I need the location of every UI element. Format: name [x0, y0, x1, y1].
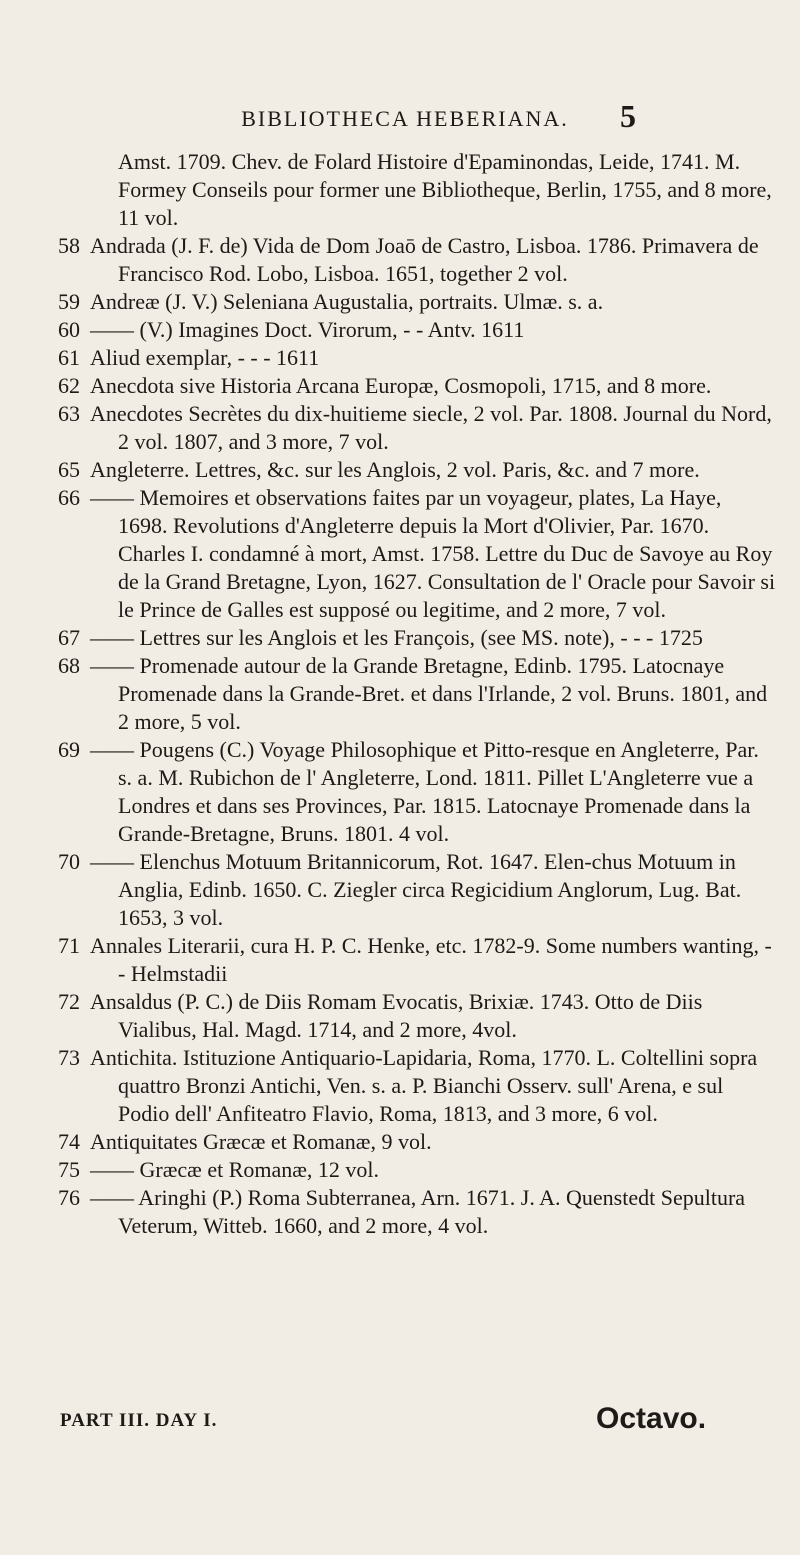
entry-text: —— Pougens (C.) Voyage Philosophique et Pitto-resque en Angleterre, Par. s. a. M. Rubichon de l' Angleterre, Lond. 1811. Pillet L'Angleterre vue a Londres et dans ses Provinces, Par. 1815. Latocnaye Promenade dans la Grande-Bretagne, Bruns. 1801. 4 vol. [90, 737, 759, 846]
lot-number: 61 [58, 345, 80, 370]
catalogue-entry [0, 232, 800, 288]
catalogue-entry [0, 932, 800, 988]
entry-text: —— (V.) Imagines Doct. Virorum, - - Antv. 1611 [90, 317, 525, 342]
entry-text: Andrada (J. F. de) Vida de Dom Joaō de Castro, Lisboa. 1786. Primavera de Francisco Rod. Lobo, Lisboa. 1651, together 2 vol. [90, 233, 759, 286]
lot-number: 58 [58, 233, 80, 258]
lot-number: 68 [58, 653, 80, 678]
page-header [0, 98, 800, 138]
entry-text: —— Elenchus Motuum Britannicorum, Rot. 1647. Elen-chus Motuum in Anglia, Edinb. 1650. C. Ziegler circa Regicidium Anglorum, Lug. Bat. 1653, 3 vol. [90, 849, 742, 930]
lot-number: 73 [58, 1045, 80, 1070]
entry-text: Ansaldus (P. C.) de Diis Romam Evocatis, Brixiæ. 1743. Otto de Diis Vialibus, Hal. Magd. 1714, and 2 more, 4vol. [90, 989, 703, 1042]
lot-number: 62 [58, 373, 80, 398]
entry-text: —— Græcæ et Romanæ, 12 vol. [90, 1157, 380, 1182]
signature-mark: PART III. DAY I. [60, 1410, 218, 1431]
catalogue-entry [0, 372, 800, 400]
catalogue-entry [0, 988, 800, 1044]
lot-number: 74 [58, 1129, 80, 1154]
entry-text: Antichita. Istituzione Antiquario-Lapidaria, Roma, 1770. L. Coltellini sopra quattro Bronzi Antichi, Ven. s. a. P. Bianchi Osserv. sull' Arena, e sul Podio dell' Anfiteatro Flavio, Roma, 1813, and 3 more, 6 vol. [90, 1045, 758, 1126]
entry-text: —— Memoires et observations faites par un voyageur, plates, La Haye, 1698. Revolutions d'Angleterre depuis la Mort d'Olivier, Par. 1670. Charles I. condamné à mort, Amst. 1758. Lettre du Duc de Savoye au Roy de la Grand Bretagne, Lyon, 1627. Consultation de l' Oracle pour Savoir si le Prince de Galles est supposé ou legitime, and 2 more, 7 vol. [90, 485, 776, 622]
catalogue-entry [0, 624, 800, 652]
catalogue-entry [0, 456, 800, 484]
running-title: BIBLIOTHECA HEBERIANA. [241, 106, 569, 131]
page-footer [0, 1400, 800, 1436]
lot-number: 60 [58, 317, 80, 342]
lot-number: 76 [58, 1185, 80, 1210]
lot-number: 69 [58, 737, 80, 762]
catalogue-entry [0, 1184, 800, 1240]
lot-number: 59 [58, 289, 80, 314]
catalogue-entry [0, 148, 800, 232]
catalogue-entry [0, 344, 800, 372]
lot-number: 71 [58, 933, 80, 958]
lot-number: 70 [58, 849, 80, 874]
catalogue-entry [0, 484, 800, 624]
lot-number: 75 [58, 1157, 80, 1182]
entry-text: —— Promenade autour de la Grande Bretagne, Edinb. 1795. Latocnaye Promenade dans la Grande-Bret. et dans l'Irlande, 2 vol. Bruns. 1801, and 2 more, 5 vol. [90, 653, 768, 734]
entry-text: Aliud exemplar, - - - 1611 [90, 345, 320, 370]
catalogue-entry [0, 848, 800, 932]
catalogue-entry [0, 652, 800, 736]
catalogue-entry [0, 1128, 800, 1156]
catalogue-entry [0, 736, 800, 848]
lot-number: 63 [58, 401, 80, 426]
entry-text: Amst. 1709. Chev. de Folard Histoire d'Epaminondas, Leide, 1741. M. Formey Conseils pour former une Bibliotheque, Berlin, 1755, and 8 more, 11 vol. [118, 149, 772, 230]
entry-text: Anecdota sive Historia Arcana Europæ, Cosmopoli, 1715, and 8 more. [90, 373, 712, 398]
lot-number: 66 [58, 485, 80, 510]
entry-text: Angleterre. Lettres, &c. sur les Anglois, 2 vol. Paris, &c. and 7 more. [90, 457, 700, 482]
entry-text: Andreæ (J. V.) Seleniana Augustalia, portraits. Ulmæ. s. a. [90, 289, 604, 314]
entry-text: Antiquitates Græcæ et Romanæ, 9 vol. [90, 1129, 432, 1154]
page-number: 5 [620, 98, 636, 134]
lot-number: 72 [58, 989, 80, 1014]
catalogue-entry [0, 288, 800, 316]
entry-text: —— Aringhi (P.) Roma Subterranea, Arn. 1671. J. A. Quenstedt Sepultura Veterum, Witteb. 1660, and 2 more, 4 vol. [90, 1185, 746, 1238]
lot-number: 65 [58, 457, 80, 482]
catalogue-entry [0, 1044, 800, 1128]
entry-text: Annales Literarii, cura H. P. C. Henke, etc. 1782-9. Some numbers wanting, - - Helmstadii [90, 933, 772, 986]
catalogue-entry [0, 316, 800, 344]
catalogue-entries [0, 148, 800, 1240]
entry-text: —— Lettres sur les Anglois et les François, (see MS. note), - - - 1725 [90, 625, 703, 650]
catalogue-entry [0, 1156, 800, 1184]
entry-text: Anecdotes Secrètes du dix-huitieme siecle, 2 vol. Par. 1808. Journal du Nord, 2 vol. 1807, and 3 more, 7 vol. [90, 401, 772, 454]
catalogue-entry [0, 400, 800, 456]
lot-number: 67 [58, 625, 80, 650]
catchword: Octavo. [596, 1402, 707, 1435]
